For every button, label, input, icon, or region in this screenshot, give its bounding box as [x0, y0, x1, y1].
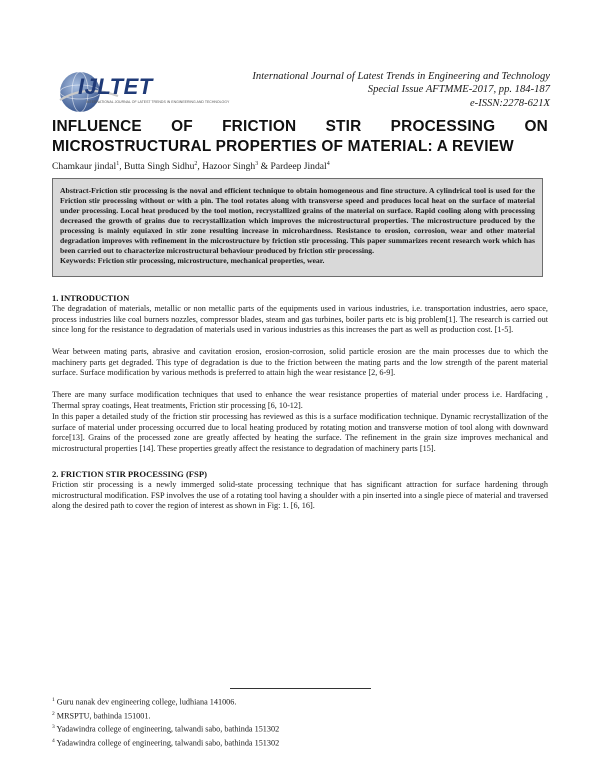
footnote	[52, 709, 279, 723]
footnote-mark: 1	[52, 697, 55, 703]
footnote-mark: 3	[52, 724, 55, 731]
footnote	[52, 695, 279, 709]
section-heading-introduction: 1. INTRODUCTION	[52, 293, 130, 303]
journal-name: International Journal of Latest Trends in Engineering and Technology	[252, 71, 550, 82]
paper-title	[52, 117, 548, 157]
author-separator: &	[258, 161, 271, 173]
logo-wordmark: IJLTET	[78, 74, 153, 99]
abstract-box	[52, 178, 543, 277]
footnote	[52, 722, 279, 736]
footnote-mark: 4	[52, 737, 55, 744]
body-paragraph: In this paper a detailed study of the friction stir processing has reviewed as this is a surface modification technique. Dynamic recrystallization of the surface of material under processing occurred due to local heating produced by rotating motion and transverse motion of tool along with downward force[13]. Grains of the processed zone are greatly affected by heating the surface. The refinement in the grain size improves mechanical and microstructural properties [14]. These properties greatly affect the resistance to degradation of machinery parts [15].	[52, 412, 548, 454]
abstract-text: Abstract-Friction stir processing is the noval and efficient technique to obtain homogeneous and fine structure. A cylindrical tool is used for the Friction stir processing without or with a pin. The tool rotates along with transverse speed and produces local heat on the surface of material under processing. Local heat produced by the tool motion, recrystallized grains of the material on surface. Rapid cooling along with processing decreased the growth of grains due to recrystallization which improves the microstructural properties. The microstructure produced by the processing is mainly equiaxed in stir zone resulting increase in microhardness. Resistance to erosion, corrosion, wear and other material degradation improves with refinement in the microstructure by friction stir processing. This paper summarizes recent research work which has been carried out to characterize microstructural behaviour produced by friction stir processing.	[60, 186, 535, 256]
footnote-text: Guru nanak dev engineering college, ludhiana 141006.	[56, 697, 237, 707]
footnote-divider	[230, 688, 371, 689]
body-paragraph: Friction stir processing is a newly immerged solid-state processing technique that has significant attraction for surface hardening through microstructural modification. FSP involves the use of a rotating tool having a shoulder with a pin inserted into a single piece of material and traversed along the desired path to cover the region of interest as shown in Fig: 1. [6, 16].	[52, 480, 548, 511]
title-line-2: MICROSTRUCTURAL PROPERTIES OF MATERIAL: A REVIEW	[52, 138, 514, 155]
affiliation-mark: 2	[194, 161, 198, 167]
author-name: Butta Singh Sidhu	[124, 161, 195, 173]
title-line-1: INFLUENCE OF FRICTION STIR PROCESSING ON	[52, 118, 548, 135]
author-separator: ,	[119, 161, 125, 173]
keywords: Keywords: Friction stir processing, microstructure, mechanical properties, wear.	[60, 256, 325, 266]
section-heading-fsp: 2. FRICTION STIR PROCESSING (FSP)	[52, 469, 207, 479]
author-name: Chamkaur jindal	[52, 161, 117, 173]
footnote-text: MRSPTU, bathinda 151001.	[56, 711, 151, 721]
journal-issue: Special Issue AFTMME-2017, pp. 184-187	[367, 84, 550, 96]
author-name: Pardeep Jindal	[270, 161, 327, 173]
footnote-text: Yadawindra college of engineering, talwandi sabo, bathinda 151302	[56, 724, 280, 734]
journal-logo	[56, 66, 230, 118]
journal-issn: e-ISSN:2278-621X	[469, 97, 550, 109]
journal-header	[252, 70, 550, 110]
footnote	[52, 736, 279, 750]
logo-subtitle: INTERNATIONAL JOURNAL OF LATEST TRENDS IN ENGINEERING AND TECHNOLOGY	[86, 100, 230, 104]
author-name: Hazoor Singh	[202, 161, 256, 173]
author-list	[52, 161, 330, 172]
footnote-mark: 2	[52, 710, 55, 717]
footnotes	[52, 695, 279, 749]
body-paragraph: There are many surface modification techniques that used to enhance the wear resistance properties of material under process i.e. Hardfacing , Thermal spray coatings, Heat treatments, Friction stir processing [6, 10-12].	[52, 390, 548, 410]
body-paragraph: Wear between mating parts, abrasive and cavitation erosion, erosion-corrosion, solid particle erosion are the main processes due to which the machinery parts get degraded. This type of degradation is due to the friction between the mating parts and the low strength of the parent material surface. Surface modification by various methods is preferred to attain high the wear resistance [2, 6-9].	[52, 347, 548, 378]
affiliation-mark: 3	[255, 161, 259, 167]
affiliation-mark: 1	[116, 161, 120, 167]
footnote-text: Yadawindra college of engineering, talwandi sabo, bathinda 151302	[56, 738, 280, 748]
author-separator: ,	[197, 161, 203, 173]
affiliation-mark: 4	[326, 161, 330, 167]
body-paragraph: The degradation of materials, metallic or non metallic parts of the equipments used in various industries, i.e. transportation industries, aero space, process industries like coal burners nozzles, compressor blades, steam and gas turbines, boiler parts etc is big problem[1]. The research is carried out since long for the resistance to degradation of materials used in various industries as this increases the part as well as production cost. [1-5].	[52, 304, 548, 335]
